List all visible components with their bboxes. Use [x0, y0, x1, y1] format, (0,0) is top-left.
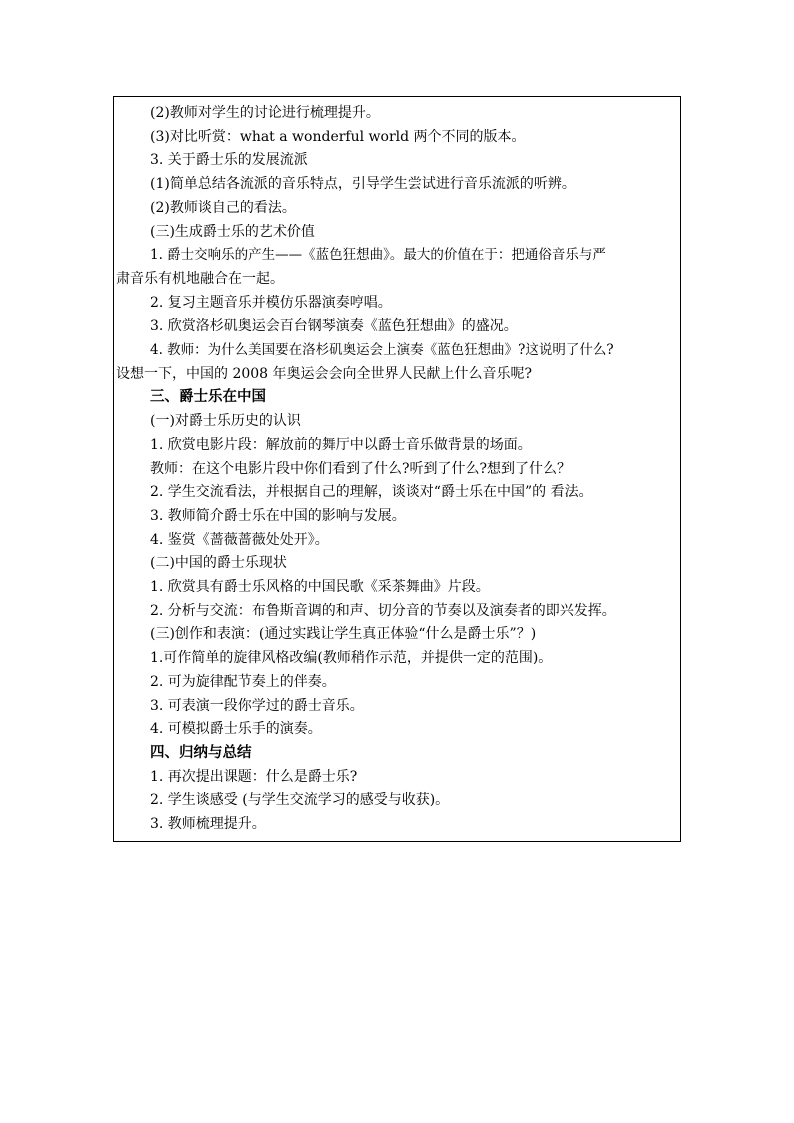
text-line: 1. 再次提出课题：什么是爵士乐? [150, 768, 358, 785]
text-line: (三)创作和表演：(通过实践让学生真正体验“什么是爵士乐”？) [150, 626, 537, 643]
text-line: 2. 可为旋律配节奏上的伴奏。 [150, 673, 336, 690]
text-line: 1. 爵士交响乐的产生——《蓝色狂想曲》。最大的价值在于：把通俗音乐与严 [150, 247, 606, 264]
text-line: 4. 鉴赏《蔷薇蔷薇处处开》。 [150, 531, 329, 548]
text-line: (2)教师对学生的讨论进行梳理提升。 [150, 105, 380, 121]
text-line: 3. 可表演一段你学过的爵士音乐。 [150, 697, 364, 714]
text-line: 三、爵士乐在中国 [150, 389, 266, 406]
text-line: (2)教师谈自己的看法。 [150, 199, 296, 216]
text-line: (3)对比听赏：what a wonderful world 两个不同的版本。 [150, 128, 526, 145]
text-line: 3. 关于爵士乐的发展流派 [150, 152, 308, 169]
text-line: 2. 学生交流看法，并根据自己的理解，谈谈对“爵士乐在中国”的 看法。 [150, 484, 593, 501]
text-line: 3. 教师简介爵士乐在中国的影响与发展。 [150, 507, 406, 524]
text-line: 4. 教师：为什么美国要在洛杉矶奥运会上演奏《蓝色狂想曲》?这说明了什么? [150, 342, 614, 358]
text-line: (1)简单总结各流派的音乐特点，引导学生尝试进行音乐流派的听辨。 [150, 176, 576, 193]
text-line: 2. 分析与交流：布鲁斯音调的和声、切分音的节奏以及演奏者的即兴发挥。 [150, 602, 616, 619]
text-line: 3. 欣赏洛杉矶奥运会百台钢琴演奏《蓝色狂想曲》的盛况。 [150, 318, 518, 335]
text-line: 四、归纳与总结 [150, 744, 252, 761]
text-line: 设想一下，中国的 2008 年奥运会会向全世界人民献上什么音乐呢? [116, 365, 533, 382]
text-line: (二)中国的爵士乐现状 [150, 555, 287, 572]
text-line: 教师：在这个电影片段中你们看到了什么?听到了什么?想到了什么？ [150, 460, 572, 477]
text-line: 1.可作简单的旋律风格改编(教师稍作示范，并提供一定的范围)。 [150, 650, 553, 667]
text-line: 4. 可模拟爵士乐手的演奏。 [150, 721, 322, 738]
text-line: 1. 欣赏具有爵士乐风格的中国民歌《采茶舞曲》片段。 [150, 579, 490, 595]
text-line: 2. 学生谈感受 (与学生交流学习的感受与收获)。 [150, 792, 450, 809]
text-line: 肃音乐有机地融合在一起。 [116, 270, 284, 287]
text-line: 1. 欣赏电影片段：解放前的舞厅中以爵士音乐做背景的场面。 [150, 436, 532, 453]
text-line: (三)生成爵士乐的艺术价值 [150, 223, 315, 240]
text-line: 3. 教师梳理提升。 [150, 816, 266, 832]
document-table-cell [113, 96, 681, 842]
text-line: 2. 复习主题音乐并模仿乐器演奏哼唱。 [150, 294, 392, 311]
text-line: (一)对爵士乐历史的认识 [150, 413, 301, 430]
